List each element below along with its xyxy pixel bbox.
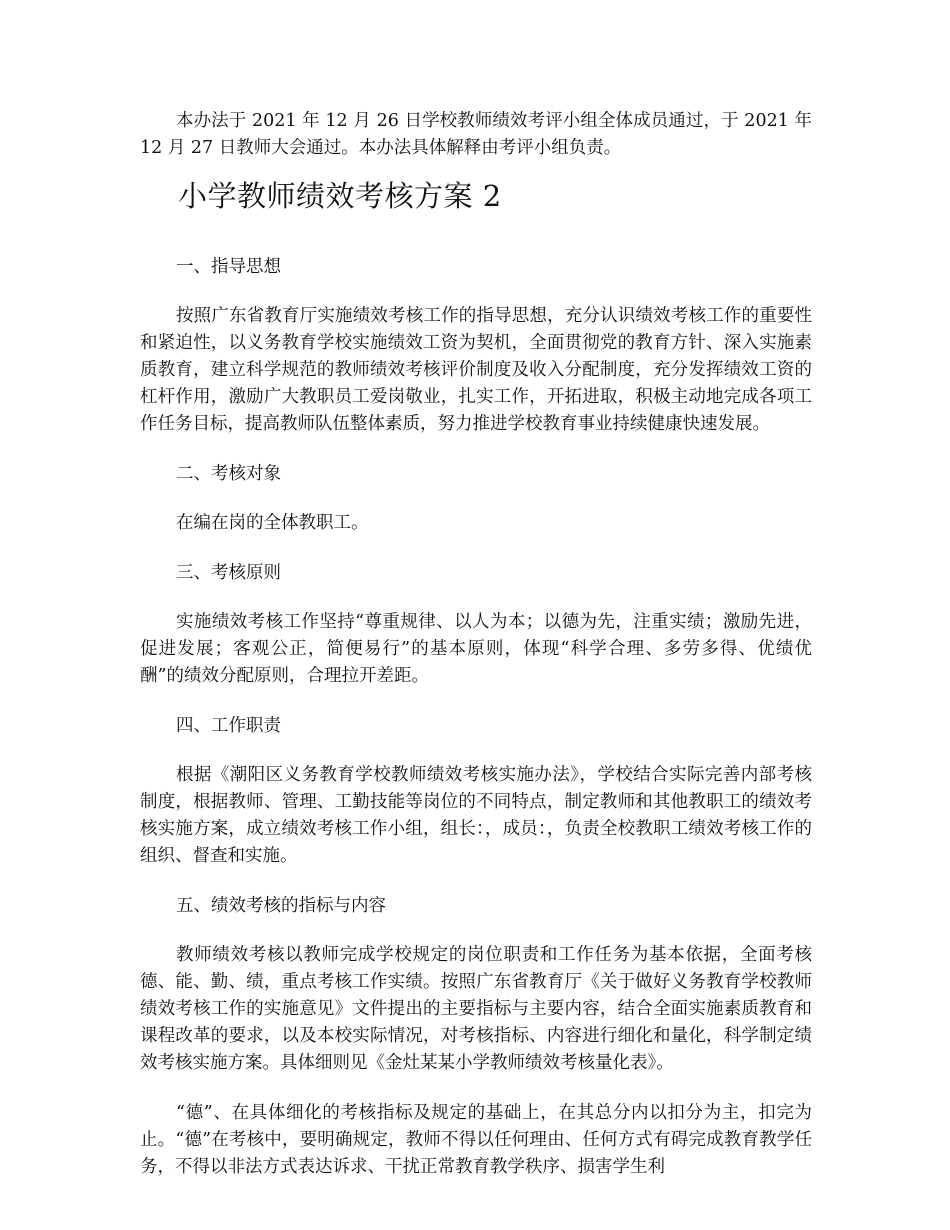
section-paragraph: 实施绩效考核工作坚持“尊重规律、以人为本；以德为先，注重实绩；激励先进，促进发展；客观公正，简便易行”的基本原则，体现“科学合理、多劳多得、优绩优酬”的绩效分配原则，合理拉开差距。: [140, 612, 812, 686]
section-heading: 二、考核对象: [176, 464, 281, 484]
section-paragraph: 按照广东省教育厅实施绩效考核工作的指导思想，充分认识绩效考核工作的重要性和紧迫性，以义务教育学校实施绩效工资为契机，全面贯彻党的教育方针、深入实施素质教育，建立科学规范的教师绩效考核评价制度及收入分配制度，充分发挥绩效工资的杠杆作用，激励广大教职员工爱岗敬业，扎实工作，开拓进取，积极主动地完成各项工作任务目标，提高教师队伍整体素质，努力推进学校教育事业持续健康快速发展。: [140, 306, 812, 434]
section-paragraph: 根据《潮阳区义务教育学校教师绩效考核实施办法》，学校结合实际完善内部考核制度，根据教师、管理、工勤技能等岗位的不同特点，制定教师和其他教职工的绩效考核实施方案，成立绩效考核工作小组，组长：，成员：，负责全校教职工绩效考核工作的组织、督查和实施。: [140, 765, 812, 866]
final-paragraph: “德”、在具体细化的考核指标及规定的基础上，在其总分内以扣分为主，扣完为止。“德”在考核中，要明确规定，教师不得以任何理由、任何方式有碍完成教育教学任务，不得以非法方式表达诉求、干扰正常教育教学秩序、损害学生利: [140, 1103, 812, 1177]
intro-paragraph: 本办法于 2021 年 12 月 26 日学校教师绩效考评小组全体成员通过，于 2021 年 12 月 27 日教师大会通过。本办法具体解释由考评小组负责。: [140, 111, 812, 158]
section-paragraph: 教师绩效考核以教师完成学校规定的岗位职责和工作任务为基本依据，全面考核德、能、勤、绩，重点考核工作实绩。按照广东省教育厅《关于做好义务教育学校教师绩效考核工作的实施意见》文件提出的主要指标与主要内容，结合全面实施素质教育和课程改革的要求，以及本校实际情况，对考核指标、内容进行细化和量化，科学制定绩效考核实施方案。具体细则见《金灶某某小学教师绩效考核量化表》。: [140, 945, 812, 1073]
document-title: 小学教师绩效考核方案 2: [178, 179, 502, 213]
document-body: [140, 108, 812, 1181]
section-heading: 一、指导思想: [176, 257, 281, 277]
section-paragraph: 在编在岗的全体教职工。: [176, 513, 369, 533]
section-heading: 五、绩效考核的指标与内容: [176, 896, 386, 916]
section-heading: 三、考核原则: [176, 563, 281, 583]
section-heading: 四、工作职责: [176, 716, 281, 736]
